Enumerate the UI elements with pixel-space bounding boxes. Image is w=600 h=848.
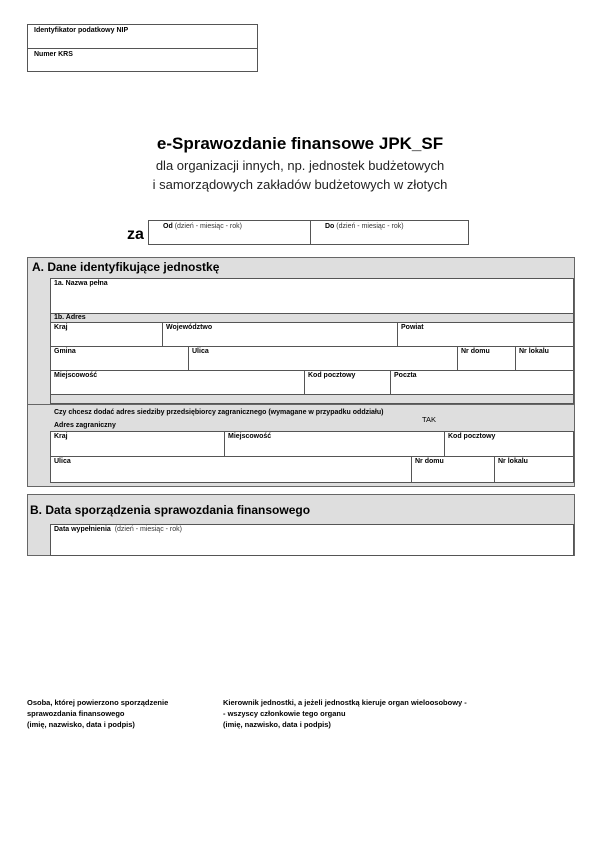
foreign-address-answer[interactable]: TAK xyxy=(422,415,437,424)
period-to-field[interactable] xyxy=(311,221,468,244)
commune-label: Gmina xyxy=(54,348,76,355)
signature-head-line2: - wszyscy członkowie tego organu xyxy=(223,709,346,718)
identifier-box xyxy=(27,24,258,72)
signature-head-line3: (imię, nazwisko, data i podpis) xyxy=(223,720,331,729)
foreign-house-number-label: Nr domu xyxy=(415,458,444,465)
street-field[interactable] xyxy=(188,346,458,371)
section-a-title: A. Dane identyfikujące jednostkę xyxy=(32,260,220,274)
country-label: Kraj xyxy=(54,324,68,331)
document-title: e-Sprawozdanie finansowe JPK_SF xyxy=(156,134,444,153)
krs-label: Numer KRS xyxy=(34,51,73,58)
foreign-street-field[interactable] xyxy=(50,456,412,483)
foreign-address-question: Czy chcesz dodać adres siedziby przedsiębiorcy zagranicznego (wymagane w przypadku oddziału) xyxy=(54,409,384,416)
signature-preparer-line1: Osoba, której powierzono sporządzenie xyxy=(27,698,169,707)
flat-number-label: Nr lokalu xyxy=(519,348,549,355)
signature-preparer xyxy=(27,697,168,730)
nip-label: Identyfikator podatkowy NIP xyxy=(34,27,129,34)
foreign-flat-number-label: Nr lokalu xyxy=(498,458,528,465)
county-field[interactable] xyxy=(397,322,574,347)
section-b xyxy=(27,494,575,556)
fill-date-field[interactable] xyxy=(50,524,574,556)
address-bottom-band xyxy=(50,394,574,404)
country-field[interactable] xyxy=(50,322,163,347)
voivodeship-label: Województwo xyxy=(166,324,213,331)
address-label: 1b. Adres xyxy=(54,314,86,321)
document-subtitle-line1: dla organizacji innych, np. jednostek budżetowych xyxy=(155,158,445,173)
section-divider xyxy=(28,404,574,405)
section-a xyxy=(27,257,575,487)
krs-field[interactable] xyxy=(28,49,257,72)
foreign-address-label: Adres zagraniczny xyxy=(54,422,116,429)
section-b-title: B. Data sporządzenia sprawozdania finansowego xyxy=(30,503,311,517)
foreign-house-number-field[interactable] xyxy=(411,456,495,483)
signature-head-line1: Kierownik jednostki, a jeżeli jednostką kieruje organ wieloosobowy - xyxy=(223,698,467,707)
county-label: Powiat xyxy=(401,324,424,331)
signature-preparer-line3: (imię, nazwisko, data i podpis) xyxy=(27,720,135,729)
post-office-field[interactable] xyxy=(390,370,574,395)
fill-date-hint: (dzień - miesiąc - rok) xyxy=(114,526,182,533)
foreign-city-field[interactable] xyxy=(224,431,445,457)
flat-number-field[interactable] xyxy=(515,346,574,371)
house-number-label: Nr domu xyxy=(461,348,490,355)
voivodeship-field[interactable] xyxy=(162,322,398,347)
full-name-field[interactable] xyxy=(50,278,574,314)
foreign-city-label: Miejscowość xyxy=(228,433,272,440)
post-office-label: Poczta xyxy=(394,372,417,379)
period-from-field[interactable] xyxy=(149,221,311,244)
foreign-postal-code-field[interactable] xyxy=(444,431,574,457)
street-label: Ulica xyxy=(192,348,209,355)
period-to-label: Do xyxy=(325,223,335,230)
period-prefix: za xyxy=(127,226,144,243)
postal-code-label: Kod pocztowy xyxy=(308,372,356,379)
full-name-label: 1a. Nazwa pełna xyxy=(54,280,108,287)
postal-code-field[interactable] xyxy=(304,370,391,395)
period-from-label: Od xyxy=(163,223,173,230)
foreign-flat-number-field[interactable] xyxy=(494,456,574,483)
period-from-hint: (dzień - miesiąc - rok) xyxy=(174,223,242,230)
house-number-field[interactable] xyxy=(457,346,516,371)
nip-field[interactable] xyxy=(28,25,257,49)
foreign-country-field[interactable] xyxy=(50,431,225,457)
foreign-postal-code-label: Kod pocztowy xyxy=(448,433,496,440)
period-to-hint: (dzień - miesiąc - rok) xyxy=(336,223,404,230)
foreign-street-label: Ulica xyxy=(54,458,71,465)
signature-head xyxy=(223,697,467,730)
period-box xyxy=(148,220,469,245)
fill-date-label: Data wypełnienia xyxy=(54,526,111,533)
foreign-country-label: Kraj xyxy=(54,433,68,440)
document-subtitle-line2: i samorządowych zakładów budżetowych w złotych xyxy=(152,177,448,192)
signature-preparer-line2: sprawozdania finansowego xyxy=(27,709,125,718)
commune-field[interactable] xyxy=(50,346,189,371)
city-field[interactable] xyxy=(50,370,305,395)
city-label: Miejscowość xyxy=(54,372,98,379)
